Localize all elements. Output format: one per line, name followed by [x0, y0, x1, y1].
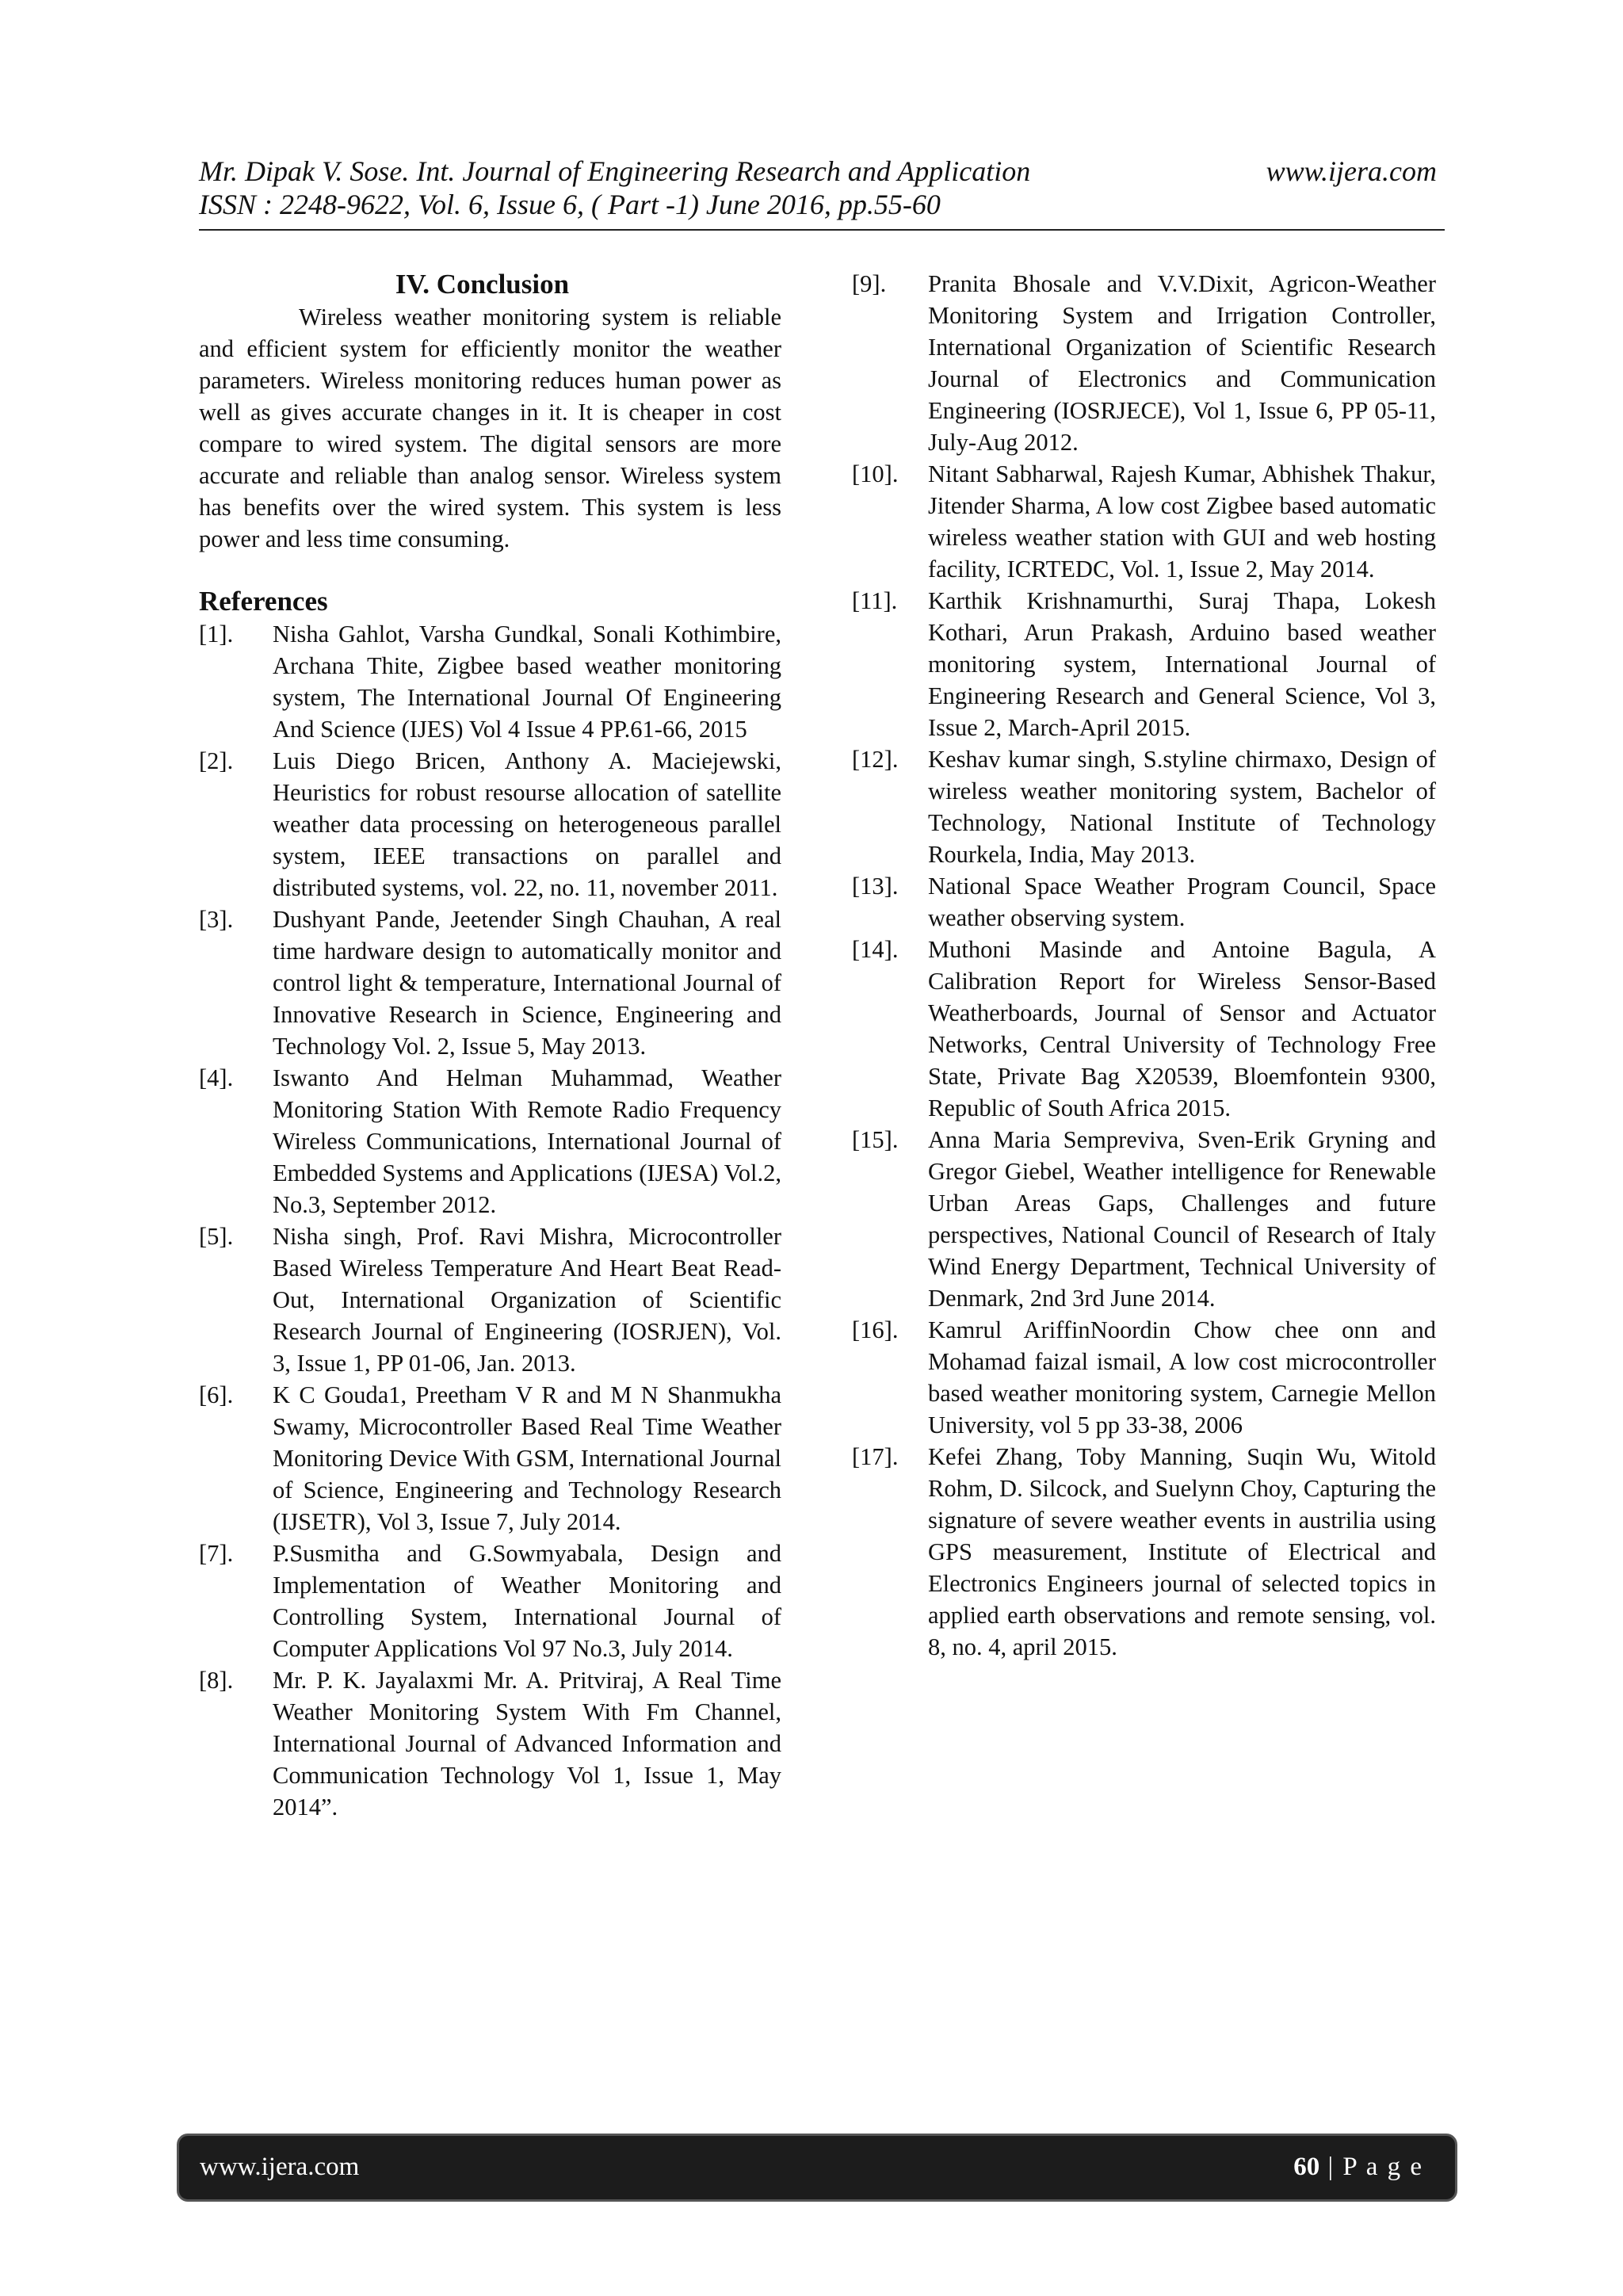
reference-number: [5]. [199, 1223, 234, 1250]
page-number [1293, 2153, 1423, 2182]
reference-item [199, 1221, 781, 1379]
reference-item [199, 1379, 781, 1538]
reference-item [852, 743, 1436, 870]
reference-text: Nitant Sabharwal, Rajesh Kumar, Abhishek Thakur, Jitender Sharma, A low cost Zigbee based automatic wireless weather station with GUI and web hosting facility, ICRTEDC, Vol. 1, Issue 2, May 2014. [928, 460, 1436, 583]
page-label: | P a g e [1319, 2153, 1423, 2181]
reference-number: [11]. [852, 587, 898, 614]
reference-text: Kamrul AriffinNoordin Chow chee onn and Mohamad faizal ismail, A low cost microcontroller based weather monitoring system, Carnegie Mellon University, vol 5 pp 33-38, 2006 [928, 1316, 1436, 1438]
reference-number: [13]. [852, 873, 899, 900]
reference-item [199, 1062, 781, 1221]
reference-text: Mr. P. K. Jayalaxmi Mr. A. Pritviraj, A Real Time Weather Monitoring System With Fm Channel, International Journal of Advanced Information and Communication Technology Vol 1, Issue 1, May 2014”. [273, 1667, 781, 1820]
reference-number: [9]. [852, 270, 887, 297]
reference-item [199, 618, 781, 745]
reference-number: [6]. [199, 1381, 234, 1408]
reference-number: [3]. [199, 906, 234, 933]
page-number-value: 60 [1293, 2153, 1320, 2181]
reference-item [199, 745, 781, 904]
reference-item [852, 934, 1436, 1124]
reference-number: [4]. [199, 1064, 234, 1091]
header-url[interactable]: www.ijera.com [1266, 155, 1437, 187]
journal-citation: Mr. Dipak V. Sose. Int. Journal of Engineering Research and Application [199, 155, 1031, 187]
reference-text: Keshav kumar singh, S.styline chirmaxo, Design of wireless weather monitoring system, Bachelor of Technology, National Institute of Technology Rourkela, India, May 2013. [928, 746, 1436, 868]
reference-item [852, 1314, 1436, 1441]
reference-number: [17]. [852, 1443, 899, 1470]
reference-text: Nisha Gahlot, Varsha Gundkal, Sonali Kothimbire, Archana Thite, Zigbee based weather monitoring system, The International Journal Of Engineering And Science (IJES) Vol 4 Issue 4 PP.61-66, 2015 [273, 621, 781, 743]
conclusion-heading: IV. Conclusion [395, 269, 570, 300]
reference-item [852, 1124, 1436, 1314]
issn-line: ISSN : 2248-9622, Vol. 6, Issue 6, ( Part -1) June 2016, pp.55-60 [199, 189, 941, 220]
references-heading: References [199, 586, 328, 617]
reference-item [199, 904, 781, 1062]
reference-number: [7]. [199, 1540, 234, 1567]
reference-text: Muthoni Masinde and Antoine Bagula, A Calibration Report for Wireless Sensor-Based Weatherboards, Journal of Sensor and Actuator Networks, Central University of Technology Free State, Private Bag X20539, Bloemfontein 9300, Republic of South Africa 2015. [928, 936, 1436, 1121]
reference-text: Iswanto And Helman Muhammad, Weather Monitoring Station With Remote Radio Frequency Wireless Communications, International Journal of Embedded Systems and Applications (IJESA) Vol.2, No.3, September 2012. [273, 1064, 781, 1218]
reference-item [199, 1664, 781, 1823]
reference-item [199, 1538, 781, 1664]
reference-text: K C Gouda1, Preetham V R and M N Shanmukha Swamy, Microcontroller Based Real Time Weather Monitoring Device With GSM, International Journal of Science, Engineering and Technology Research (IJSETR), Vol 3, Issue 7, July 2014. [273, 1381, 781, 1535]
reference-text: Nisha singh, Prof. Ravi Mishra, Microcontroller Based Wireless Temperature And Heart Beat Read-Out, International Organization of Scientific Research Journal of Engineering (IOSRJEN), Vol. 3, Issue 1, PP 01-06, Jan. 2013. [273, 1223, 781, 1377]
reference-item [852, 585, 1436, 743]
reference-text: Dushyant Pande, Jeetender Singh Chauhan, A real time hardware design to automatically monitor and control light & temperature, International Journal of Innovative Research in Science, Engineering and Technology Vol. 2, Issue 5, May 2013. [273, 906, 781, 1060]
reference-number: [1]. [199, 621, 234, 648]
reference-text: P.Susmitha and G.Sowmyabala, Design and Implementation of Weather Monitoring and Controlling System, International Journal of Computer Applications Vol 97 No.3, July 2014. [273, 1540, 781, 1662]
conclusion-paragraph: Wireless weather monitoring system is reliable and efficient system for efficiently monitor the weather parameters. Wireless monitoring reduces human power as well as gives accurate changes in it. It is cheaper in cost compare to wired system. The digital sensors are more accurate and reliable than analog sensor. Wireless system has benefits over the wired system. This system is less power and less time consuming. [199, 304, 781, 552]
reference-number: [2]. [199, 747, 234, 774]
reference-number: [10]. [852, 460, 899, 487]
reference-number: [15]. [852, 1126, 899, 1153]
reference-text: National Space Weather Program Council, Space weather observing system. [928, 873, 1436, 931]
reference-item [852, 870, 1436, 934]
reference-item [852, 458, 1436, 585]
reference-item [852, 1441, 1436, 1663]
reference-text: Pranita Bhosale and V.V.Dixit, Agricon-Weather Monitoring System and Irrigation Controller, International Organization of Scientific Research Journal of Electronics and Communication Engineering (IOSRJECE), Vol 1, Issue 6, PP 05-11, July-Aug 2012. [928, 270, 1436, 456]
reference-number: [8]. [199, 1667, 234, 1694]
left-column [199, 268, 781, 1823]
footer-url[interactable]: www.ijera.com [200, 2153, 360, 2181]
reference-number: [14]. [852, 936, 899, 963]
reference-text: Luis Diego Bricen, Anthony A. Maciejewski, Heuristics for robust resourse allocation of satellite weather data processing on heterogeneous parallel system, IEEE transactions on parallel and distributed systems, vol. 22, no. 11, november 2011. [273, 747, 781, 901]
reference-text: Kefei Zhang, Toby Manning, Suqin Wu, Witold Rohm, D. Silcock, and Suelynn Choy, Capturing the signature of severe weather events in austrilia using GPS measurement, Institute of Electrical and Electronics Engineers journal of selected topics in applied earth observations and remote sensing, vol. 8, no. 4, april 2015. [928, 1443, 1436, 1660]
reference-number: [12]. [852, 746, 899, 773]
reference-text: Anna Maria Sempreviva, Sven-Erik Gryning and Gregor Giebel, Weather intelligence for Renewable Urban Areas Gaps, Challenges and future perspectives, National Council of Research of Italy Wind Energy Department, Technical University of Denmark, 2nd 3rd June 2014. [928, 1126, 1436, 1312]
reference-item [852, 268, 1436, 458]
page-header [199, 155, 1445, 231]
reference-number: [16]. [852, 1316, 899, 1343]
page-footer [177, 2134, 1457, 2202]
reference-text: Karthik Krishnamurthi, Suraj Thapa, Lokesh Kothari, Arun Prakash, Arduino based weather monitoring system, International Journal of Engineering Research and General Science, Vol 3, Issue 2, March-April 2015. [928, 587, 1436, 741]
right-column [852, 268, 1436, 1663]
